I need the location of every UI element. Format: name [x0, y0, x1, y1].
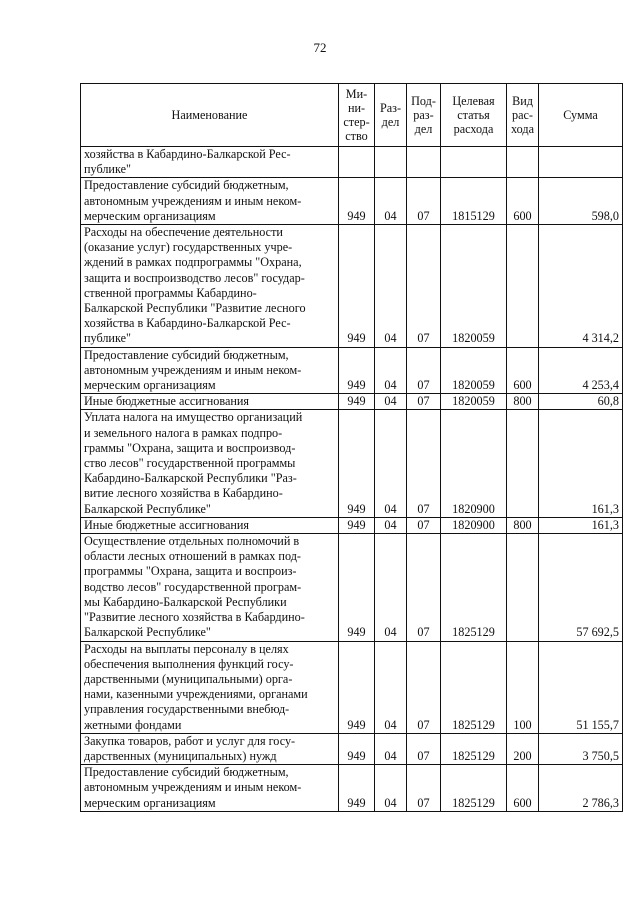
cell-ministry: 949: [339, 410, 375, 517]
header-name: Наименование: [81, 84, 339, 147]
cell-section: 04: [375, 410, 407, 517]
cell-section: 04: [375, 733, 407, 764]
cell-sum: 51 155,7: [539, 641, 623, 733]
table-row: [81, 225, 623, 348]
table-row: [81, 347, 623, 394]
cell-subsection: 07: [407, 394, 441, 410]
header-sum: Сумма: [539, 84, 623, 147]
cell-subsection: 07: [407, 225, 441, 348]
header-subsection: Под- раз- дел: [407, 84, 441, 147]
cell-target: 1825129: [441, 733, 507, 764]
table-row: [81, 534, 623, 641]
cell-sum: 161,3: [539, 410, 623, 517]
cell-target: 1825129: [441, 534, 507, 641]
cell-type: 800: [507, 394, 539, 410]
cell-name: Уплата налога на имущество организаций и земельного налога в рамках подпро- граммы "Охрана, защита и воспроизвод- ство лесов" государственной программы Кабардино-Балкарской Республики "Раз- витие лесного хозяйства в Кабардино- Балкарской Республике": [81, 410, 339, 517]
cell-subsection: 07: [407, 410, 441, 517]
cell-target: 1825129: [441, 765, 507, 812]
cell-ministry: 949: [339, 394, 375, 410]
cell-target: [441, 147, 507, 178]
cell-name: Предоставление субсидий бюджетным, автономным учреждениям и иным неком- мерческим организациям: [81, 347, 339, 394]
table-row: [81, 641, 623, 733]
cell-section: 04: [375, 517, 407, 533]
table-row: [81, 765, 623, 812]
cell-name: Предоставление субсидий бюджетным, автономным учреждениям и иным неком- мерческим организациям: [81, 765, 339, 812]
cell-subsection: 07: [407, 517, 441, 533]
cell-name: Расходы на выплаты персоналу в целях обеспечения выполнения функций госу- дарственными (муниципальными) орга- нами, казенными учреждениями, органами управления государственными внебюд- жетными фондами: [81, 641, 339, 733]
cell-section: 04: [375, 178, 407, 225]
cell-sum: 598,0: [539, 178, 623, 225]
budget-table: [80, 83, 623, 812]
cell-type: 800: [507, 517, 539, 533]
table-row: [81, 178, 623, 225]
cell-ministry: 949: [339, 641, 375, 733]
cell-name: хозяйства в Кабардино-Балкарской Рес- публике": [81, 147, 339, 178]
cell-subsection: 07: [407, 765, 441, 812]
cell-subsection: 07: [407, 534, 441, 641]
cell-target: 1825129: [441, 641, 507, 733]
cell-sum: 4 253,4: [539, 347, 623, 394]
cell-section: 04: [375, 225, 407, 348]
cell-target: 1820059: [441, 394, 507, 410]
cell-ministry: 949: [339, 534, 375, 641]
cell-section: 04: [375, 534, 407, 641]
cell-name: Иные бюджетные ассигнования: [81, 394, 339, 410]
cell-ministry: [339, 147, 375, 178]
cell-sum: 57 692,5: [539, 534, 623, 641]
cell-target: 1820900: [441, 410, 507, 517]
cell-name: Предоставление субсидий бюджетным, автономным учреждениям и иным неком- мерческим организациям: [81, 178, 339, 225]
table-row: [81, 517, 623, 533]
table-row: [81, 394, 623, 410]
cell-type: 200: [507, 733, 539, 764]
cell-sum: 3 750,5: [539, 733, 623, 764]
cell-target: 1820900: [441, 517, 507, 533]
table-row: [81, 410, 623, 517]
header-target: Целевая статья расхода: [441, 84, 507, 147]
cell-ministry: 949: [339, 225, 375, 348]
cell-type: 100: [507, 641, 539, 733]
page-number: 72: [313, 40, 327, 55]
cell-sum: 4 314,2: [539, 225, 623, 348]
cell-target: 1820059: [441, 347, 507, 394]
header-type: Вид рас- хода: [507, 84, 539, 147]
cell-type: [507, 534, 539, 641]
cell-ministry: 949: [339, 178, 375, 225]
cell-section: [375, 147, 407, 178]
table-header-row: [81, 84, 623, 147]
cell-subsection: 07: [407, 347, 441, 394]
cell-name: Закупка товаров, работ и услуг для госу- дарственных (муниципальных) нужд: [81, 733, 339, 764]
cell-type: 600: [507, 178, 539, 225]
header-ministry: Ми- ни- стер- ство: [339, 84, 375, 147]
table-row: [81, 147, 623, 178]
cell-ministry: 949: [339, 517, 375, 533]
cell-name: Осуществление отдельных полномочий в области лесных отношений в рамках под- программы "Охрана, защита и воспроиз- водство лесов" государственной програм- мы Кабардино-Балкарской Республики "Развитие лесного хозяйства в Кабардино- Балкарской Республике": [81, 534, 339, 641]
cell-type: [507, 225, 539, 348]
cell-subsection: [407, 147, 441, 178]
cell-ministry: 949: [339, 347, 375, 394]
cell-section: 04: [375, 765, 407, 812]
cell-sum: [539, 147, 623, 178]
cell-name: Иные бюджетные ассигнования: [81, 517, 339, 533]
header-section: Раз- дел: [375, 84, 407, 147]
cell-target: 1820059: [441, 225, 507, 348]
cell-type: [507, 147, 539, 178]
table-row: [81, 733, 623, 764]
cell-section: 04: [375, 394, 407, 410]
cell-subsection: 07: [407, 178, 441, 225]
cell-sum: 161,3: [539, 517, 623, 533]
cell-ministry: 949: [339, 733, 375, 764]
cell-section: 04: [375, 347, 407, 394]
cell-name: Расходы на обеспечение деятельности (оказание услуг) государственных учре- ждений в рамках подпрограммы "Охрана, защита и воспроизводство лесов" государ- ственной программы Кабардино- Балкарской Республики "Развитие лесного хозяйства в Кабардино-Балкарской Рес- публике": [81, 225, 339, 348]
cell-sum: 2 786,3: [539, 765, 623, 812]
cell-ministry: 949: [339, 765, 375, 812]
cell-type: 600: [507, 347, 539, 394]
cell-subsection: 07: [407, 733, 441, 764]
cell-target: 1815129: [441, 178, 507, 225]
cell-subsection: 07: [407, 641, 441, 733]
cell-section: 04: [375, 641, 407, 733]
cell-type: 600: [507, 765, 539, 812]
cell-type: [507, 410, 539, 517]
cell-sum: 60,8: [539, 394, 623, 410]
